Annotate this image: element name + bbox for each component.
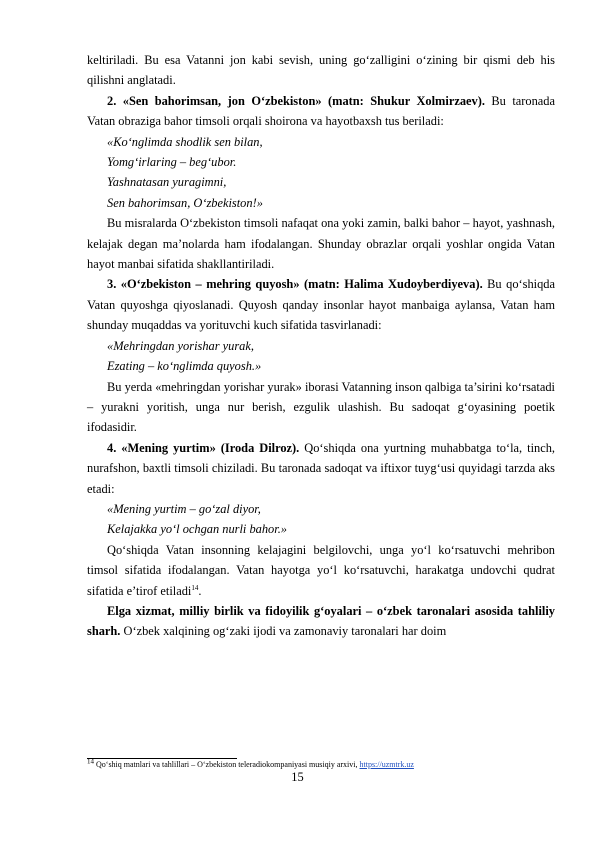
verse-line: Yashnatasan yuragimni,: [107, 175, 227, 190]
song-title-4: 4. «Mening yurtim» (Iroda Dilroz).: [107, 440, 300, 455]
paragraph-5: Bu yerda «mehringdan yorishar yurak» iborasi Vatanning inson qalbiga ta’sirini ko‘rsatadi – yurakni yoritish, unga nur berish, ezgulik ulashish. Bu sadoqat g‘oyasining poetik ifodasidir.: [87, 379, 555, 435]
paragraph-8: Elga xizmat, milliy birlik va fidoyilik g‘oyalari – o‘zbek taronalari asosida tahliliy sharh. O‘zbek xalqining og‘zaki ijodi va zamonaviy taronalari har doim: [87, 603, 555, 639]
paragraph-2: 2. «Sen bahorimsan, jon O‘zbekiston» (matn: Shukur Xolmirzaev). Bu taronada Vatan obraziga bahor timsoli orqali shoirona va hayotbaxsh tus beriladi:: [87, 93, 555, 129]
song-title-2: 2. «Sen bahorimsan, jon O‘zbekiston» (matn: Shukur Xolmirzaev).: [107, 93, 485, 108]
footnote-link[interactable]: https://uzmtrk.uz: [359, 760, 414, 769]
footnote: $^{14}$ Qo‘shiq matnlari va tahlillari – O‘zbekiston teleradiokompaniyasi musiqiy arxivi, https://uzmtrk.uz: [87, 757, 414, 769]
verse-line: Sen bahorimsan, O‘zbekiston!»: [107, 195, 263, 210]
section-heading: Elga xizmat, milliy birlik va fidoyilik g‘oyalari – o‘zbek taronalari asosida tahliliy sharh.: [87, 603, 555, 639]
verse-line: «Ko‘nglimda shodlik sen bilan,: [107, 134, 263, 149]
paragraph-1: keltiriladi. Bu esa Vatanni jon kabi sevish, uning go‘zalligini o‘zining bir qismi deb his qilishni anglatadi.: [87, 53, 555, 88]
paragraph-7: Qo‘shiqda Vatan insonning kelajagini belgilovchi, unga yo‘l ko‘rsatuvchi mehribon timsol sifatida ifodalangan. Vatan hayotga yo‘l ko‘rsatuvchi, harakatga undovchi qudrat sifatida e’tirof etiladi$^{14}$.: [87, 542, 555, 598]
verse-line: «Mening yurtim – go‘zal diyor,: [107, 501, 261, 516]
paragraph-3: Bu misralarda O‘zbekiston timsoli nafaqat ona yoki zamin, balki bahor – hayot, yashnash, kelajak degan ma’nolarda ham ifodalangan. Shunday obrazlar orqali yoshlar ongida Vatan hayot manbai sifatida shakllantiriladi.: [87, 216, 555, 272]
footnote-number: 14: [87, 757, 94, 766]
footnote-ref[interactable]: 14: [191, 583, 199, 592]
footnote-divider: [87, 758, 237, 759]
paragraph-6: 4. «Mening yurtim» (Iroda Dilroz). Qo‘shiqda ona yurtning muhabbatga to‘la, tinch, nurafshon, baxtli timsoli chiziladi. Bu taronada sadoqat va iftixor tuyg‘usi quyidagi tarzda aks etadi:: [87, 440, 555, 496]
paragraph-4: 3. «O‘zbekiston – mehring quyosh» (matn: Halima Xudoyberdiyeva). Bu qo‘shiqda Vatan quyoshga qiyoslanadi. Quyosh qanday insonlar hayot manbaiga aylansa, Vatan ham shunday muqaddas va yorituvchi kuch sifatida tasvirlanadi:: [87, 277, 555, 333]
verse-line: Ezating – ko‘nglimda quyosh.»: [107, 359, 262, 374]
verse-line: Kelajakka yo‘l ochgan nurli bahor.»: [107, 522, 287, 537]
song-title-3: 3. «O‘zbekiston – mehring quyosh» (matn: Halima Xudoyberdiyeva).: [107, 277, 483, 292]
verse-line: «Mehringdan yorishar yurak,: [107, 338, 254, 353]
verse-line: Yomg‘irlaring – beg‘ubor.: [107, 155, 237, 170]
page-body: [87, 50, 555, 642]
page-number: 15: [291, 770, 304, 784]
